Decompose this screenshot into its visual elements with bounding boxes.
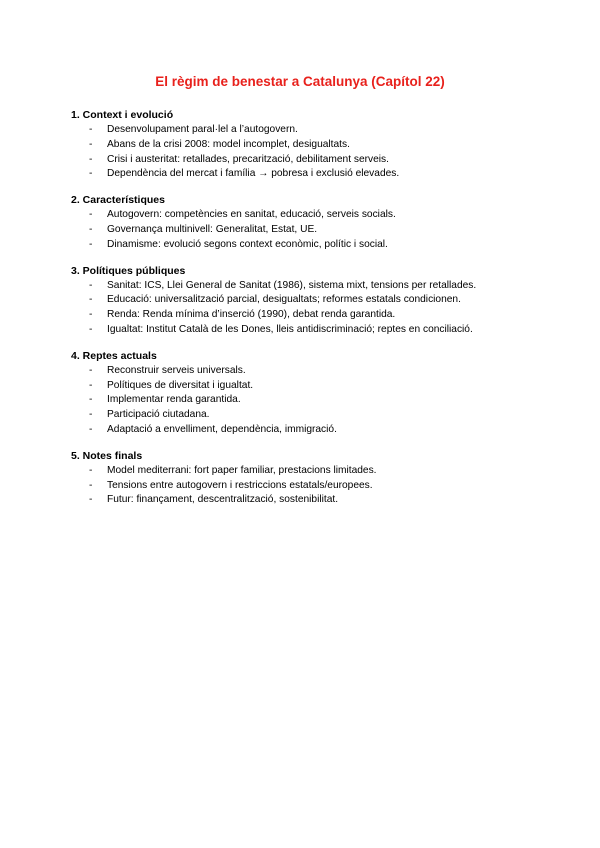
- bullet-dash: -: [89, 294, 93, 306]
- list-item: [71, 238, 541, 253]
- list-item: [71, 138, 541, 153]
- bullet-dash: -: [89, 309, 93, 321]
- bullet-list: [71, 364, 541, 438]
- list-item-text: Tensions entre autogovern i restriccions estatals/europees.: [107, 479, 373, 491]
- section-heading: 5. Notes finals: [71, 449, 143, 462]
- bullet-dash: -: [89, 279, 93, 291]
- section-context: [71, 108, 541, 182]
- document-body: [71, 108, 541, 519]
- list-item-text: Crisi i austeritat: retallades, precarització, debilitament serveis.: [107, 153, 389, 165]
- bullet-dash: -: [89, 153, 93, 165]
- bullet-dash: -: [89, 209, 93, 221]
- list-item: [71, 123, 541, 138]
- list-item-text: Educació: universalització parcial, desigualtats; reformes estatals condicionen.: [107, 294, 461, 306]
- section-final-notes: [71, 449, 541, 508]
- bullet-list: [71, 464, 541, 508]
- list-item: [71, 323, 541, 338]
- section-heading: 2. Característiques: [71, 194, 165, 207]
- list-item: [71, 393, 541, 408]
- list-item: [71, 464, 541, 479]
- bullet-list: [71, 123, 541, 182]
- list-item: [71, 479, 541, 494]
- list-item: [71, 408, 541, 423]
- bullet-dash: -: [89, 323, 93, 335]
- bullet-dash: -: [89, 138, 93, 150]
- list-item: [71, 423, 541, 438]
- bullet-dash: -: [89, 223, 93, 235]
- list-item-text: Governança multinivell: Generalitat, Estat, UE.: [107, 223, 318, 235]
- list-item: [71, 153, 541, 168]
- list-item-text: Adaptació a envelliment, dependència, immigració.: [107, 423, 337, 435]
- list-item: [71, 379, 541, 394]
- list-item-text: Dependència del mercat i família → pobresa i exclusió elevades.: [107, 168, 400, 180]
- bullet-dash: -: [89, 394, 93, 406]
- bullet-dash: -: [89, 238, 93, 250]
- section-current-challenges: [71, 349, 541, 438]
- list-item-text: Sanitat: ICS, Llei General de Sanitat (1986), sistema mixt, tensions per retallades.: [107, 279, 477, 291]
- bullet-dash: -: [89, 494, 93, 506]
- bullet-dash: -: [89, 124, 93, 135]
- list-item-text: Dinamisme: evolució segons context econòmic, polític i social.: [107, 238, 388, 250]
- list-item-text: Abans de la crisi 2008: model incomplet, desigualtats.: [107, 138, 350, 150]
- bullet-list: [71, 208, 541, 252]
- bullet-dash: -: [89, 423, 93, 435]
- document-title: El règim de benestar a Catalunya (Capítol 22): [155, 74, 445, 89]
- bullet-dash: -: [89, 364, 93, 376]
- bullet-dash: -: [89, 168, 93, 180]
- list-item: [71, 167, 541, 182]
- section-public-policies: [71, 264, 541, 338]
- bullet-list: [71, 279, 541, 338]
- list-item-text: Renda: Renda mínima d’inserció (1990), debat renda garantida.: [107, 309, 396, 321]
- list-item-text: Participació ciutadana.: [107, 409, 210, 421]
- list-item-text: Igualtat: Institut Català de les Dones, lleis antidiscriminació; reptes en conciliació.: [107, 323, 473, 335]
- bullet-dash: -: [89, 409, 93, 421]
- list-item: [71, 279, 541, 294]
- section-characteristics: [71, 193, 541, 252]
- section-heading: 4. Reptes actuals: [71, 349, 157, 362]
- section-heading: 3. Polítiques públiques: [71, 264, 186, 277]
- list-item-text: Desenvolupament paral·lel a l’autogovern.: [107, 124, 298, 135]
- list-item: [71, 364, 541, 379]
- list-item-text: Model mediterrani: fort paper familiar, prestacions limitades.: [107, 464, 377, 476]
- list-item: [71, 223, 541, 238]
- bullet-dash: -: [89, 379, 93, 391]
- list-item-text: Autogovern: competències en sanitat, educació, serveis socials.: [107, 209, 396, 221]
- list-item-text: Reconstruir serveis universals.: [107, 364, 246, 376]
- list-item: [71, 208, 541, 223]
- list-item: [71, 293, 541, 308]
- bullet-dash: -: [89, 464, 93, 476]
- list-item: [71, 493, 541, 508]
- bullet-dash: -: [89, 479, 93, 491]
- list-item: [71, 308, 541, 323]
- list-item-text: Implementar renda garantida.: [107, 394, 241, 406]
- list-item-text: Polítiques de diversitat i igualtat.: [107, 379, 254, 391]
- section-heading: 1. Context i evolució: [71, 109, 174, 121]
- list-item-text: Futur: finançament, descentralització, sostenibilitat.: [107, 494, 339, 506]
